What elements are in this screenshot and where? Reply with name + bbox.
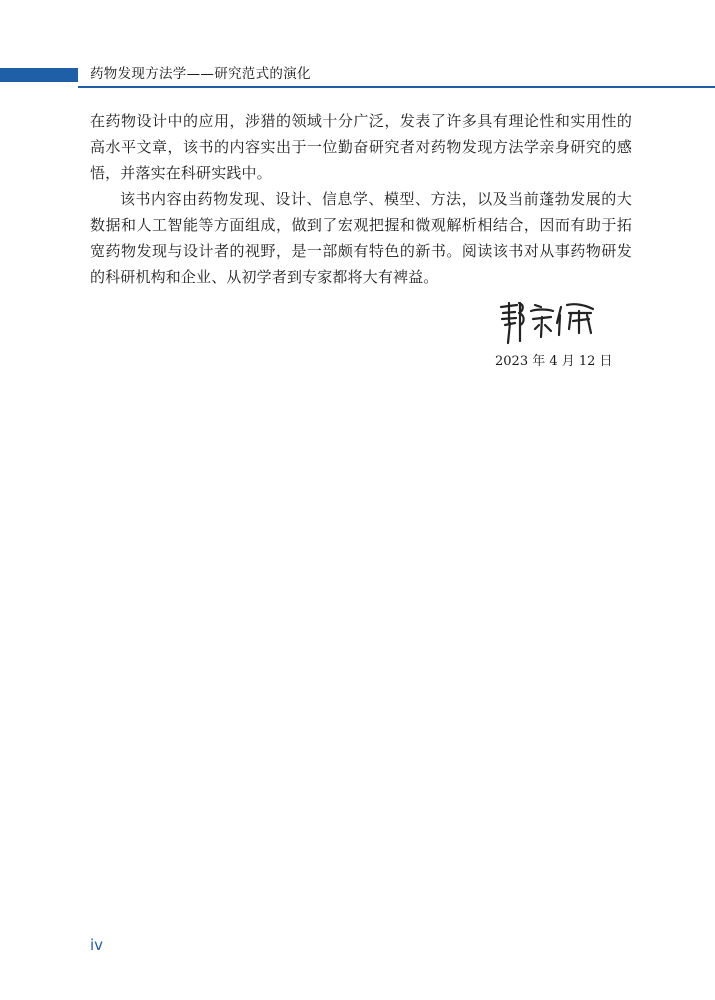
page-number: iv xyxy=(90,936,104,954)
running-header-title: 药物发现方法学——研究范式的演化 xyxy=(90,66,311,82)
paragraph-2: 该书内容由药物发现、设计、信息学、模型、方法，以及当前蓬勃发展的大数据和人工智能等方面组成，做到了宏观把握和微观解析相结合，因而有助于拓宽药物发现与设计者的视野，是一部颇有特色的新书。阅读该书对从事药物研发的科研机构和企业、从初学者到专家都将大有裨益。 xyxy=(90,190,632,286)
handwritten-signature xyxy=(493,293,603,353)
paragraph-1: 在药物设计中的应用，涉猎的领域十分广泛，发表了许多具有理论性和实用性的高水平文章，该书的内容实出于一位勤奋研究者对药物发现方法学亲身研究的感悟，并落实在科研实践中。 xyxy=(90,112,632,182)
body-text xyxy=(90,108,632,290)
header-accent-bar xyxy=(0,68,78,82)
signature-date: 2023 年 4 月 12 日 xyxy=(495,354,613,369)
header-rule xyxy=(78,86,715,88)
